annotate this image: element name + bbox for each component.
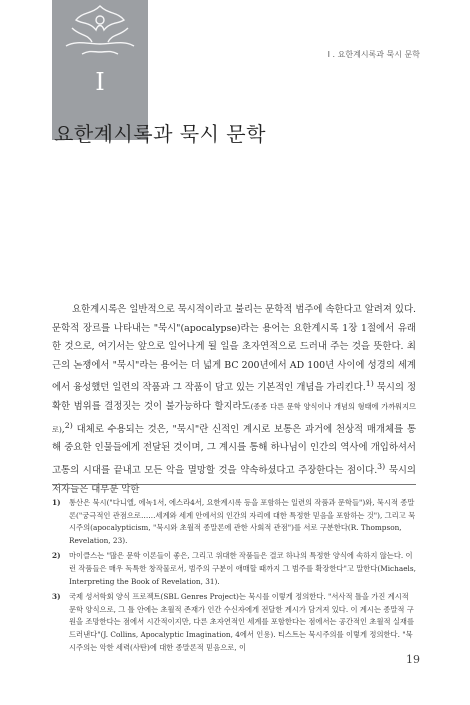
running-head: I . 요한계시록과 묵시 문학 (327, 50, 420, 59)
footnotes (52, 497, 418, 657)
body-text-4: 대체로 수용되는 것은, "묵시"란 신적인 계시로 보통은 과거에 천상적 매개체를 통해 중요한 인물들에게 전달된 것이며, 그 계시를 통해 하나님이 인간의 역사에 개입하셔서 고통의 시대를 끝내고 모든 악을 멸망할 것을 약속하셨다고 주장한다는 점이다. (52, 423, 416, 477)
footnote (52, 550, 418, 588)
body-text-2: 묵시의 정확한 범위를 결정짓는 것이 불가능하다 할지라도 (52, 382, 417, 413)
chapter-title: 요한계시록과 묵시 문학 (54, 122, 266, 146)
body-text-1: 요한계시록은 일반적으로 묵시적이라고 불리는 문학적 범주에 속한다고 알려져 있다. 문학적 장르를 나타내는 "묵시"(apocalypse)라는 용어는 요한계시록 1장 1절에서 유래한 것으로, 여기서는 앞으로 일어나게 될 일을 초자연적으로 드러내 주는 것을 뜻한다. 최근의 논쟁에서 "묵시"라는 용어는 더 넓게 BC 200년에서 AD 100년 사이에 성경의 세계에서 융성했던 일련의 작품과 그 작품이 담고 있는 기본적인 개념을 가리킨다. (52, 304, 416, 394)
footnote-number: 1) (52, 498, 61, 507)
footnote-ref-2: 2) (64, 420, 73, 430)
footnote-divider (52, 484, 416, 485)
footnote-text: 마이클스는 "많은 문학 이론들이 좋은, 그리고 위대한 작품들은 결코 하나의 특정한 양식에 속하지 않는다. 이런 작품들은 매우 독특한 창작물로서, 범주의 구분이 애매할 때까지 그 범주를 확장한다"고 말한다(Michaels, Interpreting the Book of Revelation, 31). (69, 551, 416, 586)
footnote (52, 591, 418, 654)
body-parenthetical: (종종 다른 문학 양식이나 개념의 형태에 가까워지므로) (52, 402, 416, 434)
body-paragraph (52, 301, 416, 499)
chapter-number: I (95, 68, 105, 96)
footnote-number: 2) (52, 551, 61, 561)
footnote-number: 3) (52, 592, 61, 602)
footnote-ref-1: 1) (365, 379, 374, 389)
footnote-text: 통산은 묵시("다니엘, 에녹1서, 에스라4서, 요한계시록 등을 포함하는 일련의 작품과 문학들")와, 묵시적 종말론("궁극적인 관점으로……세계와 세계 안에서의 인간의 자리에 대한 특정한 믿음을 포함하는 것"), 그리고 묵시주의(apocalypticism, "묵시와 초월적 종말론에 관한 사회적 관점")를 서로 구분한다(R. Thompson, Revelation, 23). (69, 498, 416, 545)
footnote-ref-3: 3) (377, 462, 386, 471)
body-text-3: , (61, 423, 65, 435)
footnote-text: 국제 성서학회 양식 프로젝트(SBL Genres Project)는 묵시를 이렇게 정의한다. "서사적 틀을 가진 계시적 문학 양식으로, 그 틀 안에는 초월적 존재가 인간 수신자에게 전달한 계시가 담겨져 있다. 이 계시는 종말적 구원을 조망한다는 점에서 시간적이지만, 다른 초자연적인 세계를 포함한다는 점에서는 공간적인 초월적 실재를 드러낸다"(J. Collins, Apocalyptic Imagination, 4에서 인용). 티스트는 묵시주의를 이렇게 정의한다. "묵시주의는 악한 세력(사탄)에 대한 종말론적 믿음으로, 이 (69, 592, 415, 652)
body-text-5: 묵시의 저자들은 대부분 악한 (52, 465, 416, 495)
footnote (52, 497, 418, 547)
page-number: 19 (406, 653, 420, 666)
